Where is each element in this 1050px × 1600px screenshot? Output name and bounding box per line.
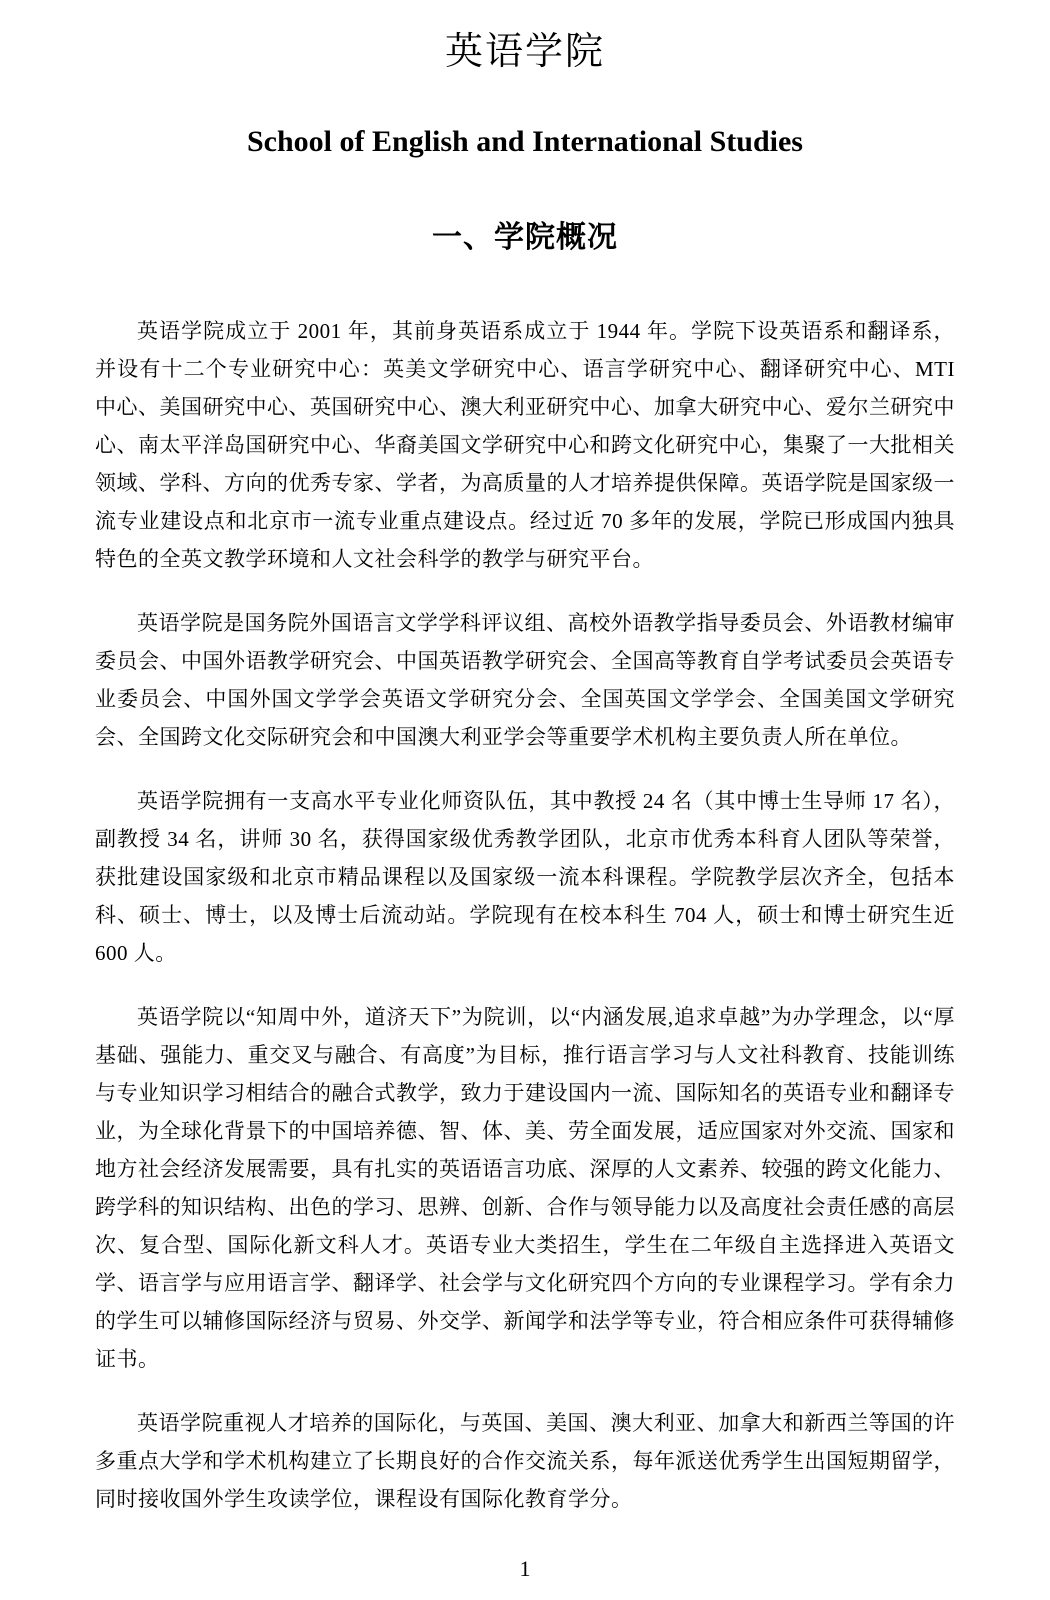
page-title-english: School of English and International Studies	[247, 125, 803, 158]
paragraph-academic-organizations: 英语学院是国务院外国语言文学学科评议组、高校外语教学指导委员会、外语教材编审委员会、中国外语教学研究会、中国英语教学研究会、全国高等教育自学考试委员会英语专业委员会、中国外国文学学会英语文学研究分会、全国英国文学学会、全国美国文学研究会、全国跨文化交际研究会和中国澳大利亚学会等重要学术机构主要负责人所在单位。	[95, 611, 955, 749]
paragraph-history-overview: 英语学院成立于 2001 年，其前身英语系成立于 1944 年。学院下设英语系和翻译系，并设有十二个专业研究中心：英美文学研究中心、语言学研究中心、翻译研究中心、MTI 中心、美国研究中心、英国研究中心、澳大利亚研究中心、加拿大研究中心、爱尔兰研究中心、南太平洋岛国研究中心、华裔美国文学研究中心和跨文化研究中心，集聚了一大批相关领域、学科、方向的优秀专家、学者，为高质量的人才培养提供保障。英语学院是国家级一流专业建设点和北京市一流专业重点建设点。经过近 70 多年的发展，学院已形成国内独具特色的全英文教学环境和人文社会科学的教学与研究平台。	[95, 319, 955, 571]
paragraph-faculty-statistics: 英语学院拥有一支高水平专业化师资队伍，其中教授 24 名（其中博士生导师 17 名），副教授 34 名，讲师 30 名，获得国家级优秀教学团队，北京市优秀本科育人团队等荣誉，获批建设国家级和北京市精品课程以及国家级一流本科课程。学院教学层次齐全，包括本科、硕士、博士，以及博士后流动站。学院现有在校本科生 704 人，硕士和博士研究生近 600 人。	[95, 789, 955, 965]
page-title-chinese: 英语学院	[444, 31, 605, 73]
paragraph-internationalization: 英语学院重视人才培养的国际化，与英国、美国、澳大利亚、加拿大和新西兰等国的许多重点大学和学术机构建立了长期良好的合作交流关系，每年派送优秀学生出国短期留学，同时接收国外学生攻读学位，课程设有国际化教育学分。	[95, 1411, 955, 1511]
section-heading: 一、学院概况	[432, 221, 618, 254]
section-body	[0, 312, 1050, 1518]
paragraph-motto-and-training: 英语学院以“知周中外，道济天下”为院训，以“内涵发展,追求卓越”为办学理念，以“厚基础、强能力、重交叉与融合、有高度”为目标，推行语言学习与人文社科教育、技能训练与专业知识学习相结合的融合式教学，致力于建设国内一流、国际知名的英语专业和翻译专业，为全球化背景下的中国培养德、智、体、美、劳全面发展，适应国家对外交流、国家和地方社会经济发展需要，具有扎实的英语语言功底、深厚的人文素养、较强的跨文化能力、跨学科的知识结构、出色的学习、思辨、创新、合作与领导能力以及高度社会责任感的高层次、复合型、国际化新文科人才。英语专业大类招生，学生在二年级自主选择进入英语文学、语言学与应用语言学、翻译学、社会学与文化研究四个方向的专业课程学习。学有余力的学生可以辅修国际经济与贸易、外交学、新闻学和法学等专业，符合相应条件可获得辅修证书。	[95, 1005, 955, 1371]
page-number: 1	[519, 1556, 531, 1581]
